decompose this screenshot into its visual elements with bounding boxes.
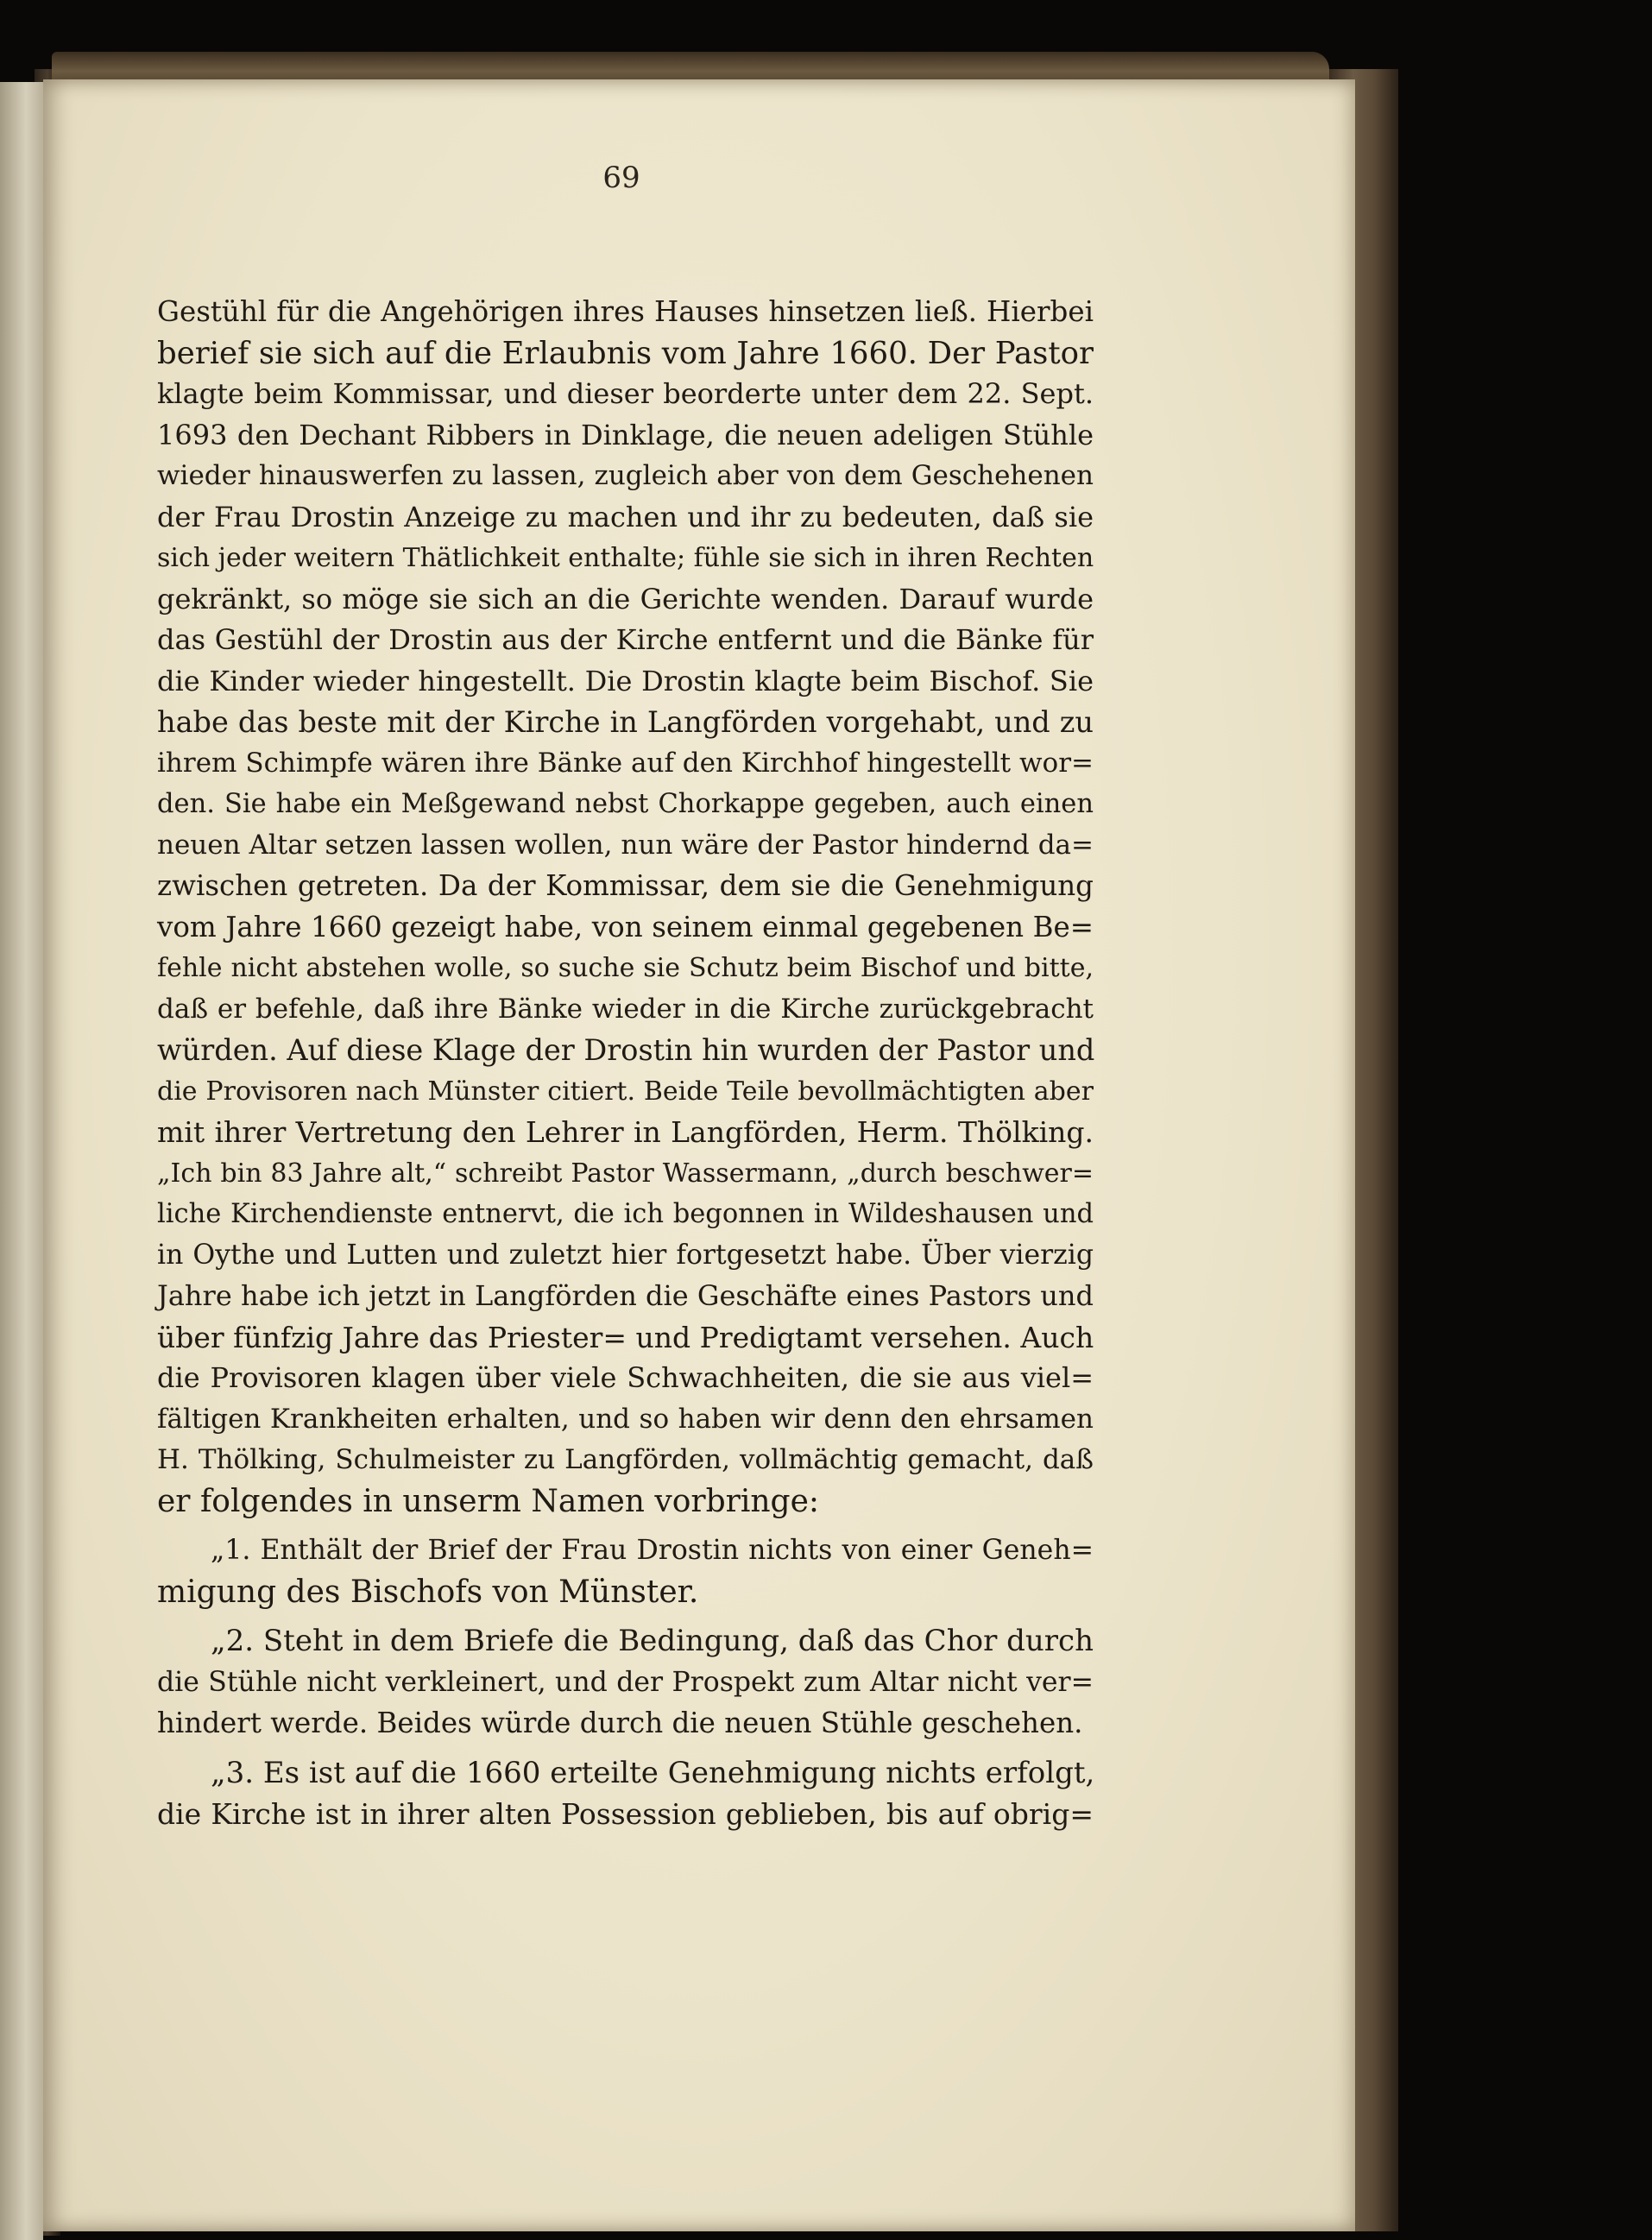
text-line: habe das beste mit der Kirche in Langförden vorgehabt, und zu [157, 705, 1094, 739]
page-number: 69 [602, 161, 640, 195]
text-line: Jahre habe ich jetzt in Langförden die Geschäfte eines Pastors und [157, 1279, 1094, 1312]
main-paragraph [157, 292, 1094, 1522]
text-line: Gestühl für die Angehörigen ihres Hauses hinsetzen ließ. Hierbei [157, 295, 1094, 328]
text-line: vom Jahre 1660 gezeigt habe, von seinem einmal gegebenen Be= [157, 910, 1094, 943]
text-line: sich jeder weitern Thätlichkeit enthalte; fühle sie sich in ihren Rechten [157, 543, 1094, 573]
text-line: gekränkt, so möge sie sich an die Gerichte wenden. Darauf wurde [157, 582, 1094, 615]
text-line: er folgendes in unserm Namen vorbringe: [157, 1483, 820, 1519]
text-line: die Stühle nicht verkleinert, und der Prospekt zum Altar nicht ver= [157, 1666, 1094, 1698]
text-line: mit ihrer Vertretung den Lehrer in Langförden, Herm. Thölking. [157, 1115, 1094, 1149]
text-line: das Gestühl der Drostin aus der Kirche entfernt und die Bänke für [157, 623, 1094, 656]
text-line: würden. Auf diese Klage der Drostin hin wurden der Pastor und [157, 1033, 1095, 1067]
text-line: H. Thölking, Schulmeister zu Langförden, vollmächtig gemacht, daß [157, 1444, 1094, 1475]
text-line: den. Sie habe ein Meßgewand nebst Chorkappe gegeben, auch einen [157, 789, 1094, 819]
text-line: zwischen getreten. Da der Kommissar, dem sie die Genehmigung [157, 869, 1094, 902]
text-line: fältigen Krankheiten erhalten, und so haben wir denn den ehrsamen [157, 1403, 1094, 1435]
page-text [157, 292, 1094, 1835]
text-line: über fünfzig Jahre das Priester= und Predigtamt versehen. Auch [157, 1320, 1094, 1354]
text-line: „3. Es ist auf die 1660 erteilte Genehmigung nichts erfolgt, [211, 1755, 1095, 1790]
text-line: daß er befehle, daß ihre Bänke wieder in die Kirche zurückgebracht [157, 993, 1094, 1025]
text-line: „Ich bin 83 Jahre alt,“ schreibt Pastor Wassermann, „durch beschwer= [157, 1158, 1094, 1189]
text-line: die Provisoren klagen über viele Schwachheiten, die sie aus viel= [157, 1361, 1094, 1394]
text-line: „1. Enthält der Brief der Frau Drostin nichts von einer Geneh= [211, 1535, 1094, 1566]
text-line: die Provisoren nach Münster citiert. Beide Teile bevollmächtigten aber [157, 1076, 1094, 1107]
text-line: „2. Steht in dem Briefe die Bedingung, daß das Chor durch [211, 1624, 1094, 1658]
text-line: berief sie sich auf die Erlaubnis vom Jahre 1660. Der Pastor [157, 335, 1094, 371]
text-line: die Kinder wieder hingestellt. Die Drostin klagte beim Bischof. Sie [157, 664, 1094, 697]
text-line: migung des Bischofs von Münster. [157, 1574, 699, 1610]
text-line: fehle nicht abstehen wolle, so suche sie Schutz beim Bischof und bitte, [157, 953, 1094, 983]
text-line: wieder hinauswerfen zu lassen, zugleich aber von dem Geschehenen [157, 460, 1094, 491]
text-line: die Kirche ist in ihrer alten Possession geblieben, bis auf obrig= [157, 1797, 1094, 1831]
text-line: ihrem Schimpfe wären ihre Bänke auf den Kirchhof hingestellt wor= [157, 747, 1094, 779]
text-line: in Oythe und Lutten und zuletzt hier fortgesetzt habe. Über vierzig [157, 1239, 1094, 1271]
text-line: hindert werde. Beides würde durch die neuen Stühle geschehen. [157, 1707, 1083, 1739]
numbered-point-3 [157, 1753, 1094, 1835]
text-line: der Frau Drostin Anzeige zu machen und ihr zu bedeuten, daß sie [157, 500, 1094, 533]
left-page-edge [0, 82, 43, 2240]
text-line: liche Kirchendienste entnervt, die ich begonnen in Wildeshausen und [157, 1199, 1094, 1229]
text-line: klagte beim Kommissar, und dieser beorderte unter dem 22. Sept. [157, 377, 1094, 410]
text-line: neuen Altar setzen lassen wollen, nun wäre der Pastor hindernd da= [157, 829, 1094, 861]
numbered-point-2 [157, 1621, 1094, 1745]
numbered-point-1 [157, 1530, 1094, 1612]
text-line: 1693 den Dechant Ribbers in Dinklage, die neuen adeligen Stühle [157, 418, 1094, 451]
